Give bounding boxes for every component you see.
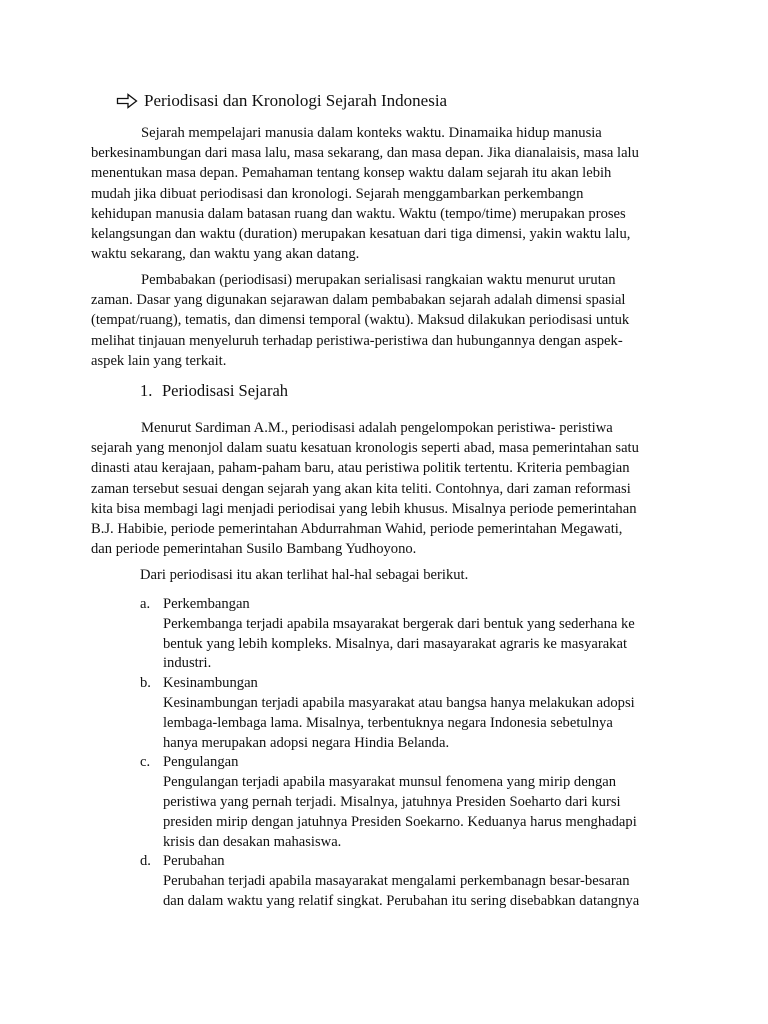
list-marker: c. — [140, 754, 151, 771]
list-item-title: Perubahan — [163, 853, 225, 870]
list-marker: a. — [140, 596, 151, 612]
paragraph-line: kelangsungan dan waktu (duration) merupakan kesatuan dari tiga dimensi, yakin waktu lalu, — [91, 226, 631, 243]
list-item — [140, 674, 700, 753]
list-marker: b. — [140, 675, 151, 692]
paragraph-line: waktu sekarang, dan waktu yang akan datang. — [91, 246, 360, 263]
paragraph-line: Pembabakan (periodisasi) merupakan serialisasi rangkaian waktu menurut urutan — [141, 272, 616, 288]
list-item-text: krisis dan desakan mahasiswa. — [163, 833, 342, 850]
paragraph-line: B.J. Habibie, periode pemerintahan Abdurrahman Wahid, periode pemerintahan Megawati, — [91, 521, 623, 538]
paragraph-line: mudah jika dibuat periodisasi dan kronologi. Sejarah menggambarkan perkembangn — [91, 185, 584, 202]
list-item-text: dan dalam waktu yang relatif singkat. Perubahan itu sering disebabkan datangnya — [163, 892, 640, 909]
list-item — [140, 595, 700, 674]
list-item-text: Kesinambungan terjadi apabila masyarakat atau bangsa hanya melakukan adopsi — [163, 694, 635, 711]
section-heading — [140, 380, 288, 402]
section-title: Periodisasi Sejarah — [162, 381, 289, 400]
section-number: 1. — [140, 381, 153, 400]
heading-title: Periodisasi dan Kronologi Sejarah Indonesia — [144, 91, 448, 110]
intro-paragraph-2 — [91, 270, 676, 371]
paragraph-line: melihat tinjauan menyeluruh terhadap peristiwa-peristiwa dan hubungannya dengan aspek- — [91, 332, 623, 349]
paragraph-line: Sejarah mempelajari manusia dalam konteks waktu. Dinamaika hidup manusia — [141, 125, 602, 141]
document-heading — [116, 90, 447, 112]
paragraph-line: sejarah yang menonjol dalam suatu kesatuan kronologis seperti abad, masa pemerintahan satu — [91, 440, 639, 457]
list-item-text: Perkembanga terjadi apabila msayarakat bergerak dari bentuk yang sederhana ke — [163, 615, 635, 632]
list-intro: Dari periodisasi itu akan terlihat hal-hal sebagai berikut. — [140, 567, 469, 583]
list-item-text: Perubahan terjadi apabila masayarakat mengalami perkembanagn besar-besaran — [163, 873, 630, 890]
paragraph-line: dan periode pemerintahan Susilo Bambang Yudhoyono. — [91, 541, 417, 558]
list-item-text: Pengulangan terjadi apabila masyarakat munsul fenomena yang mirip dengan — [163, 774, 617, 791]
list-item-text: peristiwa yang pernah terjadi. Misalnya, jatuhnya Presiden Soeharto dari kursi — [163, 793, 621, 810]
list-item-text: bentuk yang lebih kompleks. Misalnya, dari masayarakat agraris ke masyarakat — [163, 635, 628, 652]
right-arrow-icon — [116, 93, 138, 109]
list-item-title: Pengulangan — [163, 754, 239, 771]
paragraph-line: dinasti atau kerajaan, paham-paham baru, atau peristiwa politik tertentu. Kriteria pembagian — [91, 460, 630, 477]
paragraph-line: menentukan masa depan. Pemahaman tentang konsep waktu dalam sejarah itu akan lebih — [91, 165, 612, 182]
criteria-list — [140, 595, 700, 912]
list-item-title: Kesinambungan — [163, 675, 258, 692]
list-marker: d. — [140, 853, 151, 870]
paragraph-line: zaman. Dasar yang digunakan sejarawan dalam pembabakan sejarah adalah dimensi spasial — [91, 292, 626, 309]
intro-paragraph-1 — [91, 123, 676, 264]
section-paragraph — [91, 418, 676, 559]
paragraph-line: zaman tersebut sesuai dengan sejarah yang akan kita teliti. Contohnya, dari zaman reformasi — [91, 480, 631, 497]
list-item-text: presiden mirip dengan jatuhnya Presiden Soekarno. Keduanya harus menghadapi — [163, 813, 637, 830]
list-item-text: industri. — [163, 655, 212, 672]
list-item — [140, 852, 700, 911]
list-item — [140, 753, 700, 852]
paragraph-line: berkesinambungan dari masa lalu, masa sekarang, dan masa depan. Jika dianalaisis, masa lalu — [91, 145, 639, 162]
list-item-text: lembaga-lembaga lama. Misalnya, terbentuknya negara Indonesia sebetulnya — [163, 714, 613, 731]
list-item-text: hanya merupakan adopsi negara Hindia Belanda. — [163, 734, 450, 751]
paragraph-line: kita bisa membagi lagi menjadi periodisai yang lebih khusus. Misalnya periode pemerintahan — [91, 500, 637, 517]
paragraph-line: (tempat/ruang), tematis, dan dimensi temporal (waktu). Maksud dilakukan periodisasi untuk — [91, 312, 630, 329]
paragraph-line: Menurut Sardiman A.M., periodisasi adalah pengelompokan peristiwa- peristiwa — [141, 420, 613, 436]
list-item-title: Perkembangan — [163, 596, 250, 612]
paragraph-line: kehidupan manusia dalam batasan ruang dan waktu. Waktu (tempo/time) merupakan proses — [91, 205, 626, 222]
paragraph-line: aspek lain yang terkait. — [91, 352, 227, 369]
